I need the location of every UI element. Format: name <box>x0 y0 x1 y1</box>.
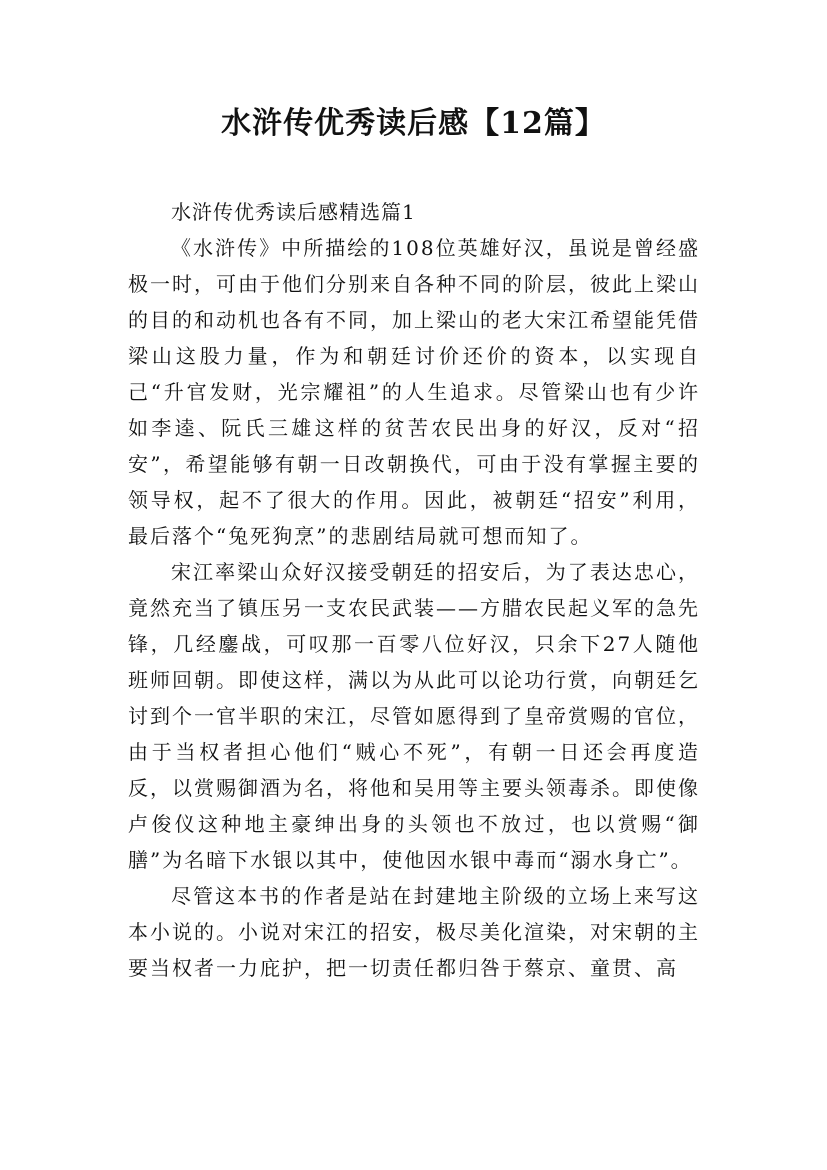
paragraph-2: 宋江率梁山众好汉接受朝廷的招安后，为了表达忠心，竟然充当了镇压另一支农民武装——方腊农民起义军的急先锋，几经鏖战，可叹那一百零八位好汉，只余下27人随他班师回朝。即使这样，满以为从此可以论功行赏，向朝廷乞讨到个一官半职的宋江，尽管如愿得到了皇帝赏赐的官位，由于当权者担心他们“贼心不死”，有朝一日还会再度造反，以赏赐御酒为名，将他和吴用等主要头领毒杀。即使像卢俊仪这种地主豪绅出身的头领也不放过，也以赏赐“御膳”为名暗下水银以其中，使他因水银中毒而“溺水身亡”。 <box>128 560 700 872</box>
section-heading: 水浒传优秀读后感精选篇1 <box>171 200 416 224</box>
paragraph-1: 《水浒传》中所描绘的108位英雄好汉，虽说是曾经盛极一时，可由于他们分别来自各种不同的阶层，彼此上梁山的目的和动机也各有不同，加上梁山的老大宋江希望能凭借梁山这股力量，作为和朝廷讨价还价的资本，以实现自己“升官发财，光宗耀祖”的人生追求。尽管梁山也有少许如李逵、阮氏三雄这样的贫苦农民出身的好汉，反对“招安”，希望能够有朝一日改朝换代，可由于没有掌握主要的领导权，起不了很大的作用。因此，被朝廷“招安”利用，最后落个“兔死狗烹”的悲剧结局就可想而知了。 <box>128 236 700 548</box>
paragraph-3: 尽管这本书的作者是站在封建地主阶级的立场上来写这本小说的。小说对宋江的招安，极尽美化渲染，对宋朝的主要当权者一力庇护，把一切责任都归咎于蔡京、童贯、高 <box>128 884 700 980</box>
document-title: 水浒传优秀读后感【12篇】 <box>221 106 606 141</box>
document-body <box>128 194 700 986</box>
